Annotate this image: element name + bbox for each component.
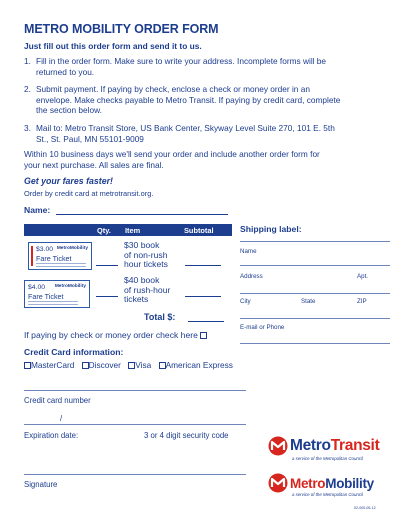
wordmark-part: Transit xyxy=(330,437,380,454)
mastercard-checkbox[interactable] xyxy=(24,362,31,369)
metro-mobility-tagline: a service of the Metropolitan Council xyxy=(292,492,364,497)
metro-transit-tagline: a service of the Metropolitan Council xyxy=(292,456,364,461)
total-input-line[interactable] xyxy=(188,321,224,322)
card-option-discover[interactable] xyxy=(82,360,121,370)
expiration-label: Expiration date: xyxy=(24,431,79,440)
shipping-apt-label: Apt. xyxy=(357,273,369,280)
step-number: 2. xyxy=(24,84,31,95)
item-line: of non-rush xyxy=(124,249,168,260)
discover-checkbox[interactable] xyxy=(82,362,89,369)
shipping-name-label: Name xyxy=(240,248,257,255)
step-number: 3. xyxy=(24,122,31,133)
item-non-rush xyxy=(124,241,168,270)
card-type-options xyxy=(24,360,238,370)
check-payment-checkbox[interactable] xyxy=(200,332,207,339)
card-number-label: Credit card number xyxy=(24,396,91,405)
subtotal-input-rush-hour[interactable] xyxy=(185,296,221,297)
ticket-price: $3.00 xyxy=(36,246,54,253)
item-line: $30 book xyxy=(124,240,160,250)
card-option-label: Visa xyxy=(135,360,152,370)
shipping-rule xyxy=(240,241,390,242)
card-number-line[interactable] xyxy=(24,390,246,391)
subtotal-input-non-rush[interactable] xyxy=(185,265,221,266)
subtotal-header: Subtotal xyxy=(184,225,214,235)
qty-input-non-rush[interactable] xyxy=(96,265,118,266)
item-header: Item xyxy=(125,225,141,235)
form-title: METRO MOBILITY ORDER FORM xyxy=(24,22,219,36)
ticket-fine-print xyxy=(28,301,78,305)
item-line: of rush-hour xyxy=(124,284,171,295)
amex-checkbox[interactable] xyxy=(159,362,166,369)
order-online-text: Order by credit card at metrotransit.org. xyxy=(24,189,154,198)
ticket-label: Fare Ticket xyxy=(28,292,64,301)
card-option-label: MasterCard xyxy=(31,360,75,370)
wordmark-part: Metro xyxy=(290,437,331,454)
credit-card-title: Credit Card information: xyxy=(24,347,124,357)
step-1 xyxy=(24,56,344,77)
card-option-label: American Express xyxy=(165,360,233,370)
name-label: Name: xyxy=(24,205,51,215)
item-rush-hour xyxy=(124,276,170,305)
step-text: Fill in the order form. Make sure to write your address. Incomplete forms will be returned to you. xyxy=(36,56,327,77)
shipping-email-label: E-mail or Phone xyxy=(240,324,285,331)
non-rush-ticket-image xyxy=(28,242,92,270)
instruction-steps xyxy=(24,56,344,151)
form-subtitle: Just fill out this order form and send it to us. xyxy=(24,41,202,51)
card-option-amex[interactable] xyxy=(159,360,233,370)
metro-transit-logo-icon xyxy=(268,436,288,456)
shipping-name-line[interactable] xyxy=(240,265,390,266)
security-code-label: 3 or 4 digit security code xyxy=(144,431,229,440)
step-text: Submit payment. If paying by check, enclose a check or money order in an envelope. Make checks payable to Metro Transit. If paying by credit card, complete the section below. xyxy=(36,84,341,116)
form-code: 02-000-05-12 xyxy=(354,506,376,510)
step-3 xyxy=(24,123,344,144)
rush-hour-ticket-image xyxy=(24,280,90,308)
order-table-header xyxy=(24,224,232,236)
card-option-label: Discover xyxy=(88,360,121,370)
expiration-security-line[interactable] xyxy=(24,424,246,425)
ticket-logo: MetroMobility xyxy=(56,246,88,251)
fares-heading: Get your fares faster! xyxy=(24,176,113,186)
shipping-state-label: State xyxy=(301,298,316,305)
metro-mobility-logo-icon xyxy=(268,473,288,493)
shipping-zip-label: ZIP xyxy=(357,298,367,305)
step-number: 1. xyxy=(24,56,31,66)
item-line: tickets xyxy=(124,294,149,305)
ticket-label: Fare Ticket xyxy=(36,254,72,263)
check-payment-text: If paying by check or money order check here xyxy=(24,330,198,340)
ticket-stripe xyxy=(31,246,33,266)
item-line: hour tickets xyxy=(124,259,168,270)
card-option-mastercard[interactable] xyxy=(24,360,74,370)
ticket-price: $4.00 xyxy=(28,284,46,291)
metro-mobility-wordmark xyxy=(290,476,374,491)
expiration-slash: / xyxy=(60,414,63,423)
qty-header: Qty. xyxy=(97,225,111,235)
step-text: Mail to: Metro Transit Store, US Bank Center, Skyway Level Suite 270, 101 E. 5th St., St. Paul, MN 55101-9009 xyxy=(36,122,335,144)
signature-label: Signature xyxy=(24,480,58,489)
wordmark-part: Mobility xyxy=(325,476,374,491)
shipping-email-line[interactable] xyxy=(240,343,390,344)
qty-input-rush-hour[interactable] xyxy=(96,296,118,297)
step-2 xyxy=(24,84,344,116)
signature-line[interactable] xyxy=(24,474,246,475)
shipping-label-title: Shipping label: xyxy=(240,224,302,234)
ticket-fine-print xyxy=(36,263,86,267)
delivery-note: Within 10 business days we'll send your order and include another order form for your next purchase. All sales are final. xyxy=(24,149,320,170)
check-payment-row xyxy=(24,330,207,340)
total-label: Total $: xyxy=(144,312,176,322)
item-line: $40 book xyxy=(124,275,160,285)
name-input-line[interactable] xyxy=(56,214,228,215)
metro-transit-wordmark xyxy=(290,437,379,455)
ticket-logo: MetroMobility xyxy=(54,284,86,289)
wordmark-part: Metro xyxy=(290,476,326,491)
shipping-city-label: City xyxy=(240,298,251,305)
shipping-city-line[interactable] xyxy=(240,318,390,319)
shipping-address-label: Address xyxy=(240,273,263,280)
card-option-visa[interactable] xyxy=(128,360,151,370)
shipping-address-line[interactable] xyxy=(240,293,390,294)
